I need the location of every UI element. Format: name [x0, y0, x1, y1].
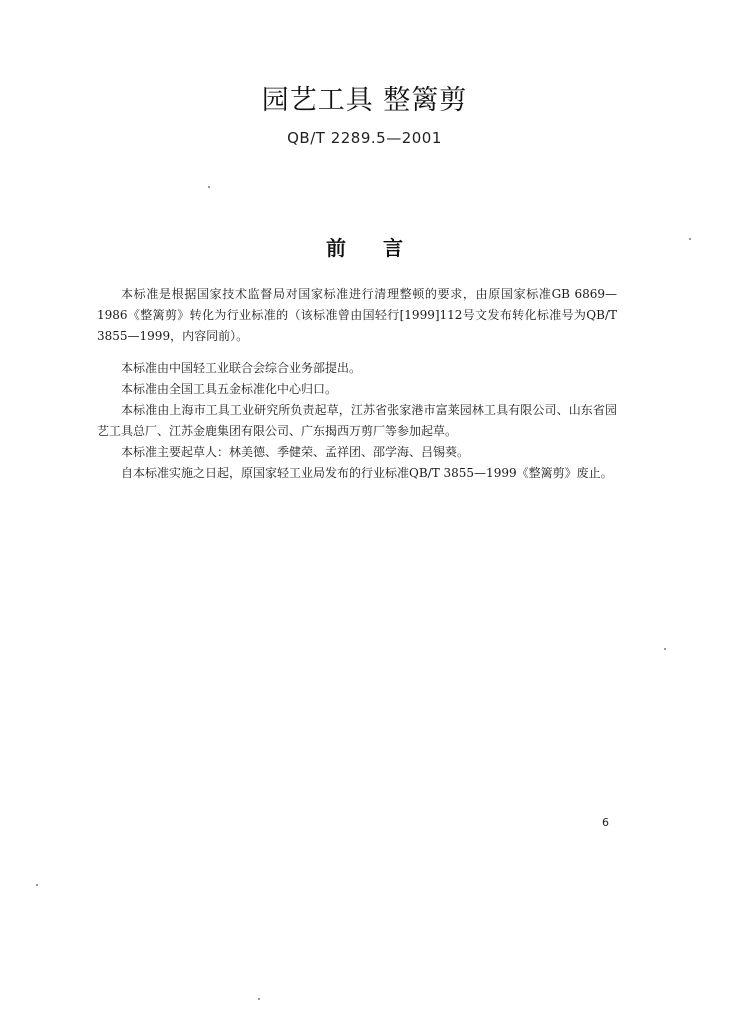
details-block — [97, 358, 617, 484]
section-heading: 前 言 — [326, 236, 403, 260]
scan-speck — [664, 648, 666, 650]
scan-speck — [258, 998, 260, 1000]
scan-speck — [208, 186, 210, 188]
standard-code: QB/T 2289.5—2001 — [287, 129, 442, 147]
paragraph-proposer: 本标准由中国轻工业联合会综合业务部提出。 — [121, 361, 362, 375]
document-title: 园艺工具 整篱剪 — [261, 85, 468, 116]
intro-block — [97, 284, 617, 347]
scan-speck — [36, 884, 38, 886]
paragraph-drafting-units: 本标准由上海市工具工业研究所负责起草，江苏省张家港市富莱园林工具有限公司、山东省园艺工具总厂、江苏金鹿集团有限公司、广东揭西万剪厂等参加起草。 — [97, 403, 617, 438]
page-number: 6 — [602, 816, 609, 829]
paragraph-abolition: 自本标准实施之日起，原国家轻工业局发布的行业标准QB/T 3855—1999《整篱剪》废止。 — [121, 466, 613, 480]
paragraph-drafters: 本标准主要起草人：林美德、季健荣、孟祥团、邵学海、吕锡葵。 — [121, 445, 470, 459]
intro-paragraph: 本标准是根据国家技术监督局对国家标准进行清理整顿的要求，由原国家标准GB 6869—1986《整篱剪》转化为行业标准的（该标准曾由国轻行[1999]112号文发布转化标准号为QB/T 3855—1999，内容同前）。 — [97, 287, 617, 343]
scan-speck — [689, 238, 691, 240]
paragraph-centralizer: 本标准由全国工具五金标准化中心归口。 — [121, 382, 338, 396]
